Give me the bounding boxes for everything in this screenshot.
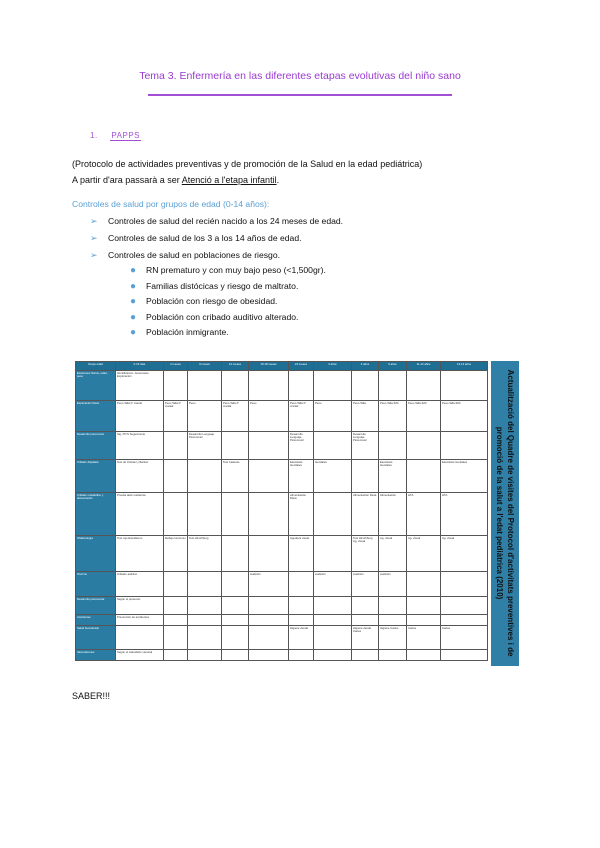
table-cell: Peso Talla P. cranial xyxy=(289,401,314,432)
table-row xyxy=(76,615,488,626)
list-item-text: Controles de salud del recién nacido a los 24 meses de edad. xyxy=(108,216,344,226)
table-cell: Genitales xyxy=(314,460,352,493)
table-cell: Test Hirschberg xyxy=(188,536,222,572)
table-cell xyxy=(164,432,188,460)
table-row xyxy=(76,572,488,597)
dot-bullet-icon: ● xyxy=(130,265,137,276)
table-cell xyxy=(164,572,188,597)
table-cell: Caries xyxy=(441,626,488,650)
table-cell: Audición xyxy=(352,572,379,597)
table-cell: Prevención de accidentes xyxy=(116,615,164,626)
list-item xyxy=(130,296,277,306)
table-row xyxy=(76,536,488,572)
table-cell xyxy=(188,626,222,650)
table-cell xyxy=(407,572,441,597)
table-cell xyxy=(314,536,352,572)
table-cell xyxy=(379,650,407,661)
table-row xyxy=(76,626,488,650)
table-cell xyxy=(188,371,222,401)
table-cell: Identificación. Anamnesis. Exploración xyxy=(116,371,164,401)
table-cell: Ag. visual xyxy=(379,536,407,572)
controls-heading: Controles de salud por grupos de edad (0-14 años): xyxy=(72,199,270,209)
section-number: 1. xyxy=(90,131,98,140)
table-row xyxy=(76,597,488,615)
table-cell: Agudeza visual xyxy=(289,536,314,572)
side-caption: Actualització del Quadre de visites del Protocol d'activitats preventives i de promoció de la salut a l'edat pediàtrica (2010) xyxy=(495,369,515,657)
table-cell xyxy=(379,371,407,401)
table-row xyxy=(76,401,488,432)
table-cell: Test de Ortolani y Barlow xyxy=(116,460,164,493)
table-cell: Audición xyxy=(249,572,289,597)
list-item-text: Familias distócicas y riesgo de maltrato. xyxy=(146,281,299,291)
table-cell xyxy=(289,615,314,626)
table-cell: Peso xyxy=(314,401,352,432)
table-cell xyxy=(188,615,222,626)
table-cell xyxy=(188,460,222,493)
table-row xyxy=(76,650,488,661)
table-row-head: Otorrino xyxy=(76,572,116,597)
table-cell xyxy=(407,460,441,493)
table-cell xyxy=(188,650,222,661)
table-cell: Según el protocolo xyxy=(116,597,164,615)
table-cell xyxy=(249,597,289,615)
table-cell: Alimentación Dieta xyxy=(289,493,314,536)
table-cell: Peso xyxy=(249,401,289,432)
list-item xyxy=(130,281,298,291)
table-cell: Alimentación xyxy=(379,493,407,536)
intro-line-2-suffix: . xyxy=(276,175,280,185)
table-cell xyxy=(222,597,249,615)
table-header-cell: 2 meses xyxy=(164,362,188,371)
title-underline xyxy=(148,94,452,96)
table-cell: Test Caderas xyxy=(222,460,249,493)
table-cell: Peso Talla IMC xyxy=(441,401,488,432)
list-item-text: RN prematuro y con muy bajo peso (<1,500gr). xyxy=(146,265,326,275)
table-cell xyxy=(164,626,188,650)
table-cell xyxy=(289,572,314,597)
list-item-text: Población inmigrante. xyxy=(146,327,229,337)
table-cell: Peso Talla P. cranial xyxy=(164,401,188,432)
list-item-text: Población con riesgo de obesidad. xyxy=(146,296,278,306)
table-cell xyxy=(164,597,188,615)
table-cell: Test Hirschberg Ag. visual xyxy=(352,536,379,572)
table-row-head: Desarrollo psicosocial xyxy=(76,597,116,615)
table-cell: Test rojo Estrabismo xyxy=(116,536,164,572)
table-header-cell: 24 meses xyxy=(289,362,314,371)
table-cell xyxy=(188,493,222,536)
table-cell xyxy=(441,432,488,460)
table-cell: Higiene dental Caries xyxy=(352,626,379,650)
table-row-head: Exámenes físicos, edad, peso xyxy=(76,371,116,401)
arrow-bullet-icon: ➢ xyxy=(90,233,98,243)
table-cell: Peso Talla P. cranial xyxy=(116,401,164,432)
table-cell xyxy=(164,650,188,661)
table-cell: HTA xyxy=(441,493,488,536)
table-header-cell: Grupo edad xyxy=(76,362,116,371)
table-header-cell: 15-18 meses xyxy=(249,362,289,371)
table-cell: Sig. PC'S Seguimiento xyxy=(116,432,164,460)
table-row-head: Vacunaciones xyxy=(76,650,116,661)
table-header-cell: 13-14 años xyxy=(441,362,488,371)
table-cell xyxy=(441,572,488,597)
table-cell xyxy=(222,572,249,597)
table-cell xyxy=(222,615,249,626)
table-header-cell: 12 meses xyxy=(222,362,249,371)
visits-table xyxy=(75,361,488,661)
table-cell: Alimentación Dieta xyxy=(352,493,379,536)
section-label: PAPPS xyxy=(111,131,140,140)
table-cell: HTA xyxy=(407,493,441,536)
table-row xyxy=(76,460,488,493)
table-cell xyxy=(116,626,164,650)
table-cell: Peso Talla IMC xyxy=(379,401,407,432)
table-cell xyxy=(289,650,314,661)
table-header-cell: 6 años xyxy=(379,362,407,371)
table-cell: Cribado auditivo xyxy=(116,572,164,597)
table-header-cell: 3 años xyxy=(314,362,352,371)
table-cell xyxy=(407,650,441,661)
table-cell: Audición xyxy=(379,572,407,597)
table-cell xyxy=(249,432,289,460)
section-heading xyxy=(90,131,141,140)
table-cell xyxy=(249,371,289,401)
table-cell xyxy=(314,626,352,650)
table-cell xyxy=(249,615,289,626)
table-cell: Escoliosis Genitales xyxy=(379,460,407,493)
list-item xyxy=(90,233,302,244)
list-item xyxy=(130,312,298,322)
table-cell xyxy=(222,493,249,536)
table-cell xyxy=(441,597,488,615)
page-title: Tema 3. Enfermería en las diferentes etapas evolutivas del niño sano xyxy=(139,70,461,82)
arrow-bullet-icon: ➢ xyxy=(90,216,98,226)
table-cell xyxy=(352,597,379,615)
table-cell xyxy=(314,650,352,661)
table-cell xyxy=(249,460,289,493)
table-header-cell: 6 meses xyxy=(188,362,222,371)
table-cell xyxy=(164,493,188,536)
table-cell xyxy=(249,493,289,536)
table-cell xyxy=(222,432,249,460)
table-cell xyxy=(379,432,407,460)
table-header-row xyxy=(76,362,488,371)
table-cell xyxy=(352,650,379,661)
table-cell xyxy=(164,615,188,626)
table-cell: Prueba talón Lactancia xyxy=(116,493,164,536)
dot-bullet-icon: ● xyxy=(130,312,137,323)
table-cell xyxy=(188,597,222,615)
table-cell xyxy=(289,371,314,401)
table-row xyxy=(76,493,488,536)
table-cell: Peso Talla P. cranial xyxy=(222,401,249,432)
table-cell xyxy=(314,615,352,626)
table-header-cell: 11-12 años xyxy=(407,362,441,371)
table-cell: Audición xyxy=(314,572,352,597)
table-cell xyxy=(222,371,249,401)
table-row xyxy=(76,371,488,401)
table-cell: Reflejo luminoso xyxy=(164,536,188,572)
table-cell xyxy=(441,371,488,401)
table-row-head: Cribado displasia xyxy=(76,460,116,493)
list-item xyxy=(90,250,280,261)
table-cell xyxy=(249,650,289,661)
table-cell: Escoliosis Genitales xyxy=(289,460,314,493)
dot-bullet-icon: ● xyxy=(130,296,137,307)
table-cell xyxy=(314,597,352,615)
table-cell xyxy=(188,572,222,597)
table-cell: Peso Talla xyxy=(352,401,379,432)
table-cell xyxy=(352,615,379,626)
table-row-head: Cribado metabólico y alimentación xyxy=(76,493,116,536)
table-cell: Desarrollo Lenguaje Psicomotor xyxy=(352,432,379,460)
table-row-head: Salud bucodental xyxy=(76,626,116,650)
table-cell xyxy=(441,650,488,661)
table-cell: Higiene Caries xyxy=(379,626,407,650)
table-cell: Escoliosis Genitales xyxy=(441,460,488,493)
table-cell xyxy=(164,460,188,493)
table-cell xyxy=(222,626,249,650)
intro-line-2 xyxy=(72,175,279,185)
table-cell xyxy=(352,460,379,493)
table-cell xyxy=(407,597,441,615)
table-row-head: Accidentes xyxy=(76,615,116,626)
dot-bullet-icon: ● xyxy=(130,281,137,292)
table-cell: Higiene dental xyxy=(289,626,314,650)
table-cell: Caries xyxy=(407,626,441,650)
list-item xyxy=(90,216,343,227)
table-cell xyxy=(314,371,352,401)
table-cell xyxy=(314,493,352,536)
table-cell xyxy=(441,615,488,626)
table-cell: Peso Talla IMC xyxy=(407,401,441,432)
table-cell: Ag. visual xyxy=(441,536,488,572)
table-cell xyxy=(164,371,188,401)
footer-note: SABER!!! xyxy=(72,691,111,701)
table-cell xyxy=(249,536,289,572)
intro-line-2-prefix: A partir d'ara passarà a ser xyxy=(72,175,182,185)
table-row xyxy=(76,432,488,460)
table-cell: Desarrollo Lenguaje Psicomotor xyxy=(289,432,314,460)
list-item-text: Controles de salud en poblaciones de riesgo. xyxy=(108,250,280,260)
table-cell xyxy=(407,615,441,626)
table-cell xyxy=(379,597,407,615)
table-cell xyxy=(222,650,249,661)
intro-line-1: (Protocolo de actividades preventivas y de promoción de la Salud en la edad pediátrica) xyxy=(72,159,423,169)
dot-bullet-icon: ● xyxy=(130,327,137,338)
table-cell: Según el calendario vacunal xyxy=(116,650,164,661)
table-header-cell: 4 años xyxy=(352,362,379,371)
table-cell xyxy=(352,371,379,401)
table-cell: Peso xyxy=(188,401,222,432)
list-item-text: Población con cribado auditivo alterado. xyxy=(146,312,299,322)
intro-line-2-link[interactable]: Atenció a l'etapa infantil xyxy=(181,175,277,185)
table-cell: Ag. visual xyxy=(407,536,441,572)
table-row-head: Desarrollo psicomotor xyxy=(76,432,116,460)
table-cell xyxy=(222,536,249,572)
table-cell xyxy=(314,432,352,460)
table-cell xyxy=(407,432,441,460)
table-cell xyxy=(249,626,289,650)
table-cell xyxy=(379,615,407,626)
table-row-head: Exploración física xyxy=(76,401,116,432)
table-header-cell: 0-15 días xyxy=(116,362,164,371)
list-item xyxy=(130,327,229,337)
table-cell xyxy=(407,371,441,401)
list-item xyxy=(130,265,326,275)
table-row-head: Oftalmología xyxy=(76,536,116,572)
table-cell: Desarrollo Lenguaje Psicomotor xyxy=(188,432,222,460)
table-cell xyxy=(289,597,314,615)
list-item-text: Controles de salud de los 3 a los 14 años de edad. xyxy=(108,233,302,243)
visits-table-image xyxy=(75,361,487,666)
arrow-bullet-icon: ➢ xyxy=(90,250,98,260)
